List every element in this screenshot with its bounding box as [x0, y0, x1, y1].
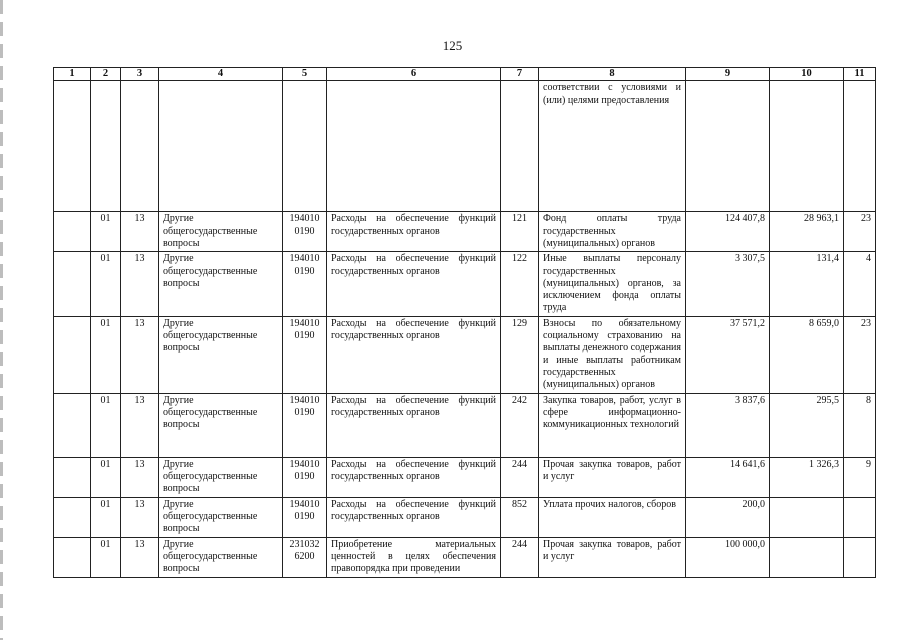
header-cell: 9 [686, 68, 770, 81]
amount-cell: 37 571,2 [686, 316, 770, 393]
target-article-cell: 194010 0190 [283, 497, 327, 537]
table-cell [54, 537, 91, 577]
expense-code-cell: 122 [501, 252, 539, 316]
amount-cell: 100 000,0 [686, 537, 770, 577]
expense-code-cell: 121 [501, 212, 539, 252]
percent-cell [844, 497, 876, 537]
expense-code-cell: 244 [501, 537, 539, 577]
section-name-cell: Другие общегосударственные вопросы [159, 252, 283, 316]
percent-cell: 23 [844, 316, 876, 393]
header-cell: 7 [501, 68, 539, 81]
header-cell: 4 [159, 68, 283, 81]
percent-cell: 23 [844, 212, 876, 252]
table-cell [327, 81, 501, 212]
section-code-cell: 01 [91, 316, 121, 393]
header-cell: 8 [539, 68, 686, 81]
page-number: 125 [442, 38, 463, 53]
percent-cell [844, 537, 876, 577]
article-name-cell: Расходы на обеспечение функций государственных органов [327, 316, 501, 393]
table-cell [91, 81, 121, 212]
section-name-cell: Другие общегосударственные вопросы [159, 393, 283, 457]
table-row-continuation [54, 81, 876, 212]
section-code-cell: 01 [91, 252, 121, 316]
subsection-code-cell: 13 [121, 252, 159, 316]
table-cell [54, 252, 91, 316]
subsection-code-cell: 13 [121, 497, 159, 537]
executed-cell [770, 497, 844, 537]
expense-code-cell: 242 [501, 393, 539, 457]
percent-cell: 8 [844, 393, 876, 457]
header-row [54, 68, 876, 81]
table-row [54, 457, 876, 497]
article-name-cell: Приобретение материальных ценностей в целях обеспечения правопорядка при проведении [327, 537, 501, 577]
table-row [54, 212, 876, 252]
section-name-cell: Другие общегосударственные вопросы [159, 497, 283, 537]
executed-cell: 1 326,3 [770, 457, 844, 497]
executed-cell [770, 537, 844, 577]
section-code-cell: 01 [91, 212, 121, 252]
article-name-cell: Расходы на обеспечение функций государственных органов [327, 393, 501, 457]
article-name-cell: Расходы на обеспечение функций государственных органов [327, 457, 501, 497]
article-name-cell: Расходы на обеспечение функций государственных органов [327, 252, 501, 316]
section-name-cell: Другие общегосударственные вопросы [159, 457, 283, 497]
amount-cell: 3 307,5 [686, 252, 770, 316]
table-cell [54, 457, 91, 497]
section-name-cell: Другие общегосударственные вопросы [159, 537, 283, 577]
executed-cell: 295,5 [770, 393, 844, 457]
expense-type-cell: Уплата прочих налогов, сборов [539, 497, 686, 537]
header-cell: 6 [327, 68, 501, 81]
header-cell: 5 [283, 68, 327, 81]
scan-edge-artifact [0, 0, 3, 640]
expense-type-cell: Прочая закупка товаров, работ и услуг [539, 537, 686, 577]
target-article-cell: 231032 6200 [283, 537, 327, 577]
table-cell [686, 81, 770, 212]
table-cell [121, 81, 159, 212]
table-cell [159, 81, 283, 212]
percent-cell: 4 [844, 252, 876, 316]
executed-cell: 28 963,1 [770, 212, 844, 252]
section-name-cell: Другие общегосударственные вопросы [159, 316, 283, 393]
header-cell: 2 [91, 68, 121, 81]
table-cell [54, 212, 91, 252]
target-article-cell: 194010 0190 [283, 316, 327, 393]
table-cell [844, 81, 876, 212]
target-article-cell: 194010 0190 [283, 457, 327, 497]
table-cell [770, 81, 844, 212]
budget-table [53, 67, 876, 578]
subsection-code-cell: 13 [121, 537, 159, 577]
subsection-code-cell: 13 [121, 393, 159, 457]
expense-code-cell: 244 [501, 457, 539, 497]
expense-code-cell: 129 [501, 316, 539, 393]
amount-cell: 14 641,6 [686, 457, 770, 497]
expense-type-cell: соответствии с условиями и (или) целями предоставления [539, 81, 686, 212]
subsection-code-cell: 13 [121, 212, 159, 252]
subsection-code-cell: 13 [121, 316, 159, 393]
table-row [54, 393, 876, 457]
amount-cell: 124 407,8 [686, 212, 770, 252]
header-cell: 3 [121, 68, 159, 81]
expense-type-cell: Закупка товаров, работ, услуг в сфере информационно-коммуникационных технологий [539, 393, 686, 457]
executed-cell: 8 659,0 [770, 316, 844, 393]
section-code-cell: 01 [91, 457, 121, 497]
executed-cell: 131,4 [770, 252, 844, 316]
table-cell [283, 81, 327, 212]
table-row [54, 497, 876, 537]
target-article-cell: 194010 0190 [283, 252, 327, 316]
subsection-code-cell: 13 [121, 457, 159, 497]
table-cell [54, 316, 91, 393]
table-row [54, 252, 876, 316]
expense-type-cell: Прочая закупка товаров, работ и услуг [539, 457, 686, 497]
expense-type-cell: Иные выплаты персоналу государственных (муниципальных) органов, за исключением фонда оплаты труда [539, 252, 686, 316]
percent-cell: 9 [844, 457, 876, 497]
amount-cell: 200,0 [686, 497, 770, 537]
table-row [54, 537, 876, 577]
table-cell [54, 497, 91, 537]
expense-code-cell: 852 [501, 497, 539, 537]
header-cell: 1 [54, 68, 91, 81]
table-cell [54, 81, 91, 212]
section-code-cell: 01 [91, 537, 121, 577]
section-name-cell: Другие общегосударственные вопросы [159, 212, 283, 252]
table-cell [501, 81, 539, 212]
article-name-cell: Расходы на обеспечение функций государственных органов [327, 497, 501, 537]
section-code-cell: 01 [91, 497, 121, 537]
header-cell: 11 [844, 68, 876, 81]
article-name-cell: Расходы на обеспечение функций государственных органов [327, 212, 501, 252]
header-cell: 10 [770, 68, 844, 81]
table-cell [54, 393, 91, 457]
amount-cell: 3 837,6 [686, 393, 770, 457]
expense-type-cell: Взносы по обязательному социальному страхованию на выплаты денежного содержания и иные выплаты работникам государственных (муниципальных) органов [539, 316, 686, 393]
section-code-cell: 01 [91, 393, 121, 457]
expense-type-cell: Фонд оплаты труда государственных (муниципальных) органов [539, 212, 686, 252]
target-article-cell: 194010 0190 [283, 393, 327, 457]
target-article-cell: 194010 0190 [283, 212, 327, 252]
table-row [54, 316, 876, 393]
